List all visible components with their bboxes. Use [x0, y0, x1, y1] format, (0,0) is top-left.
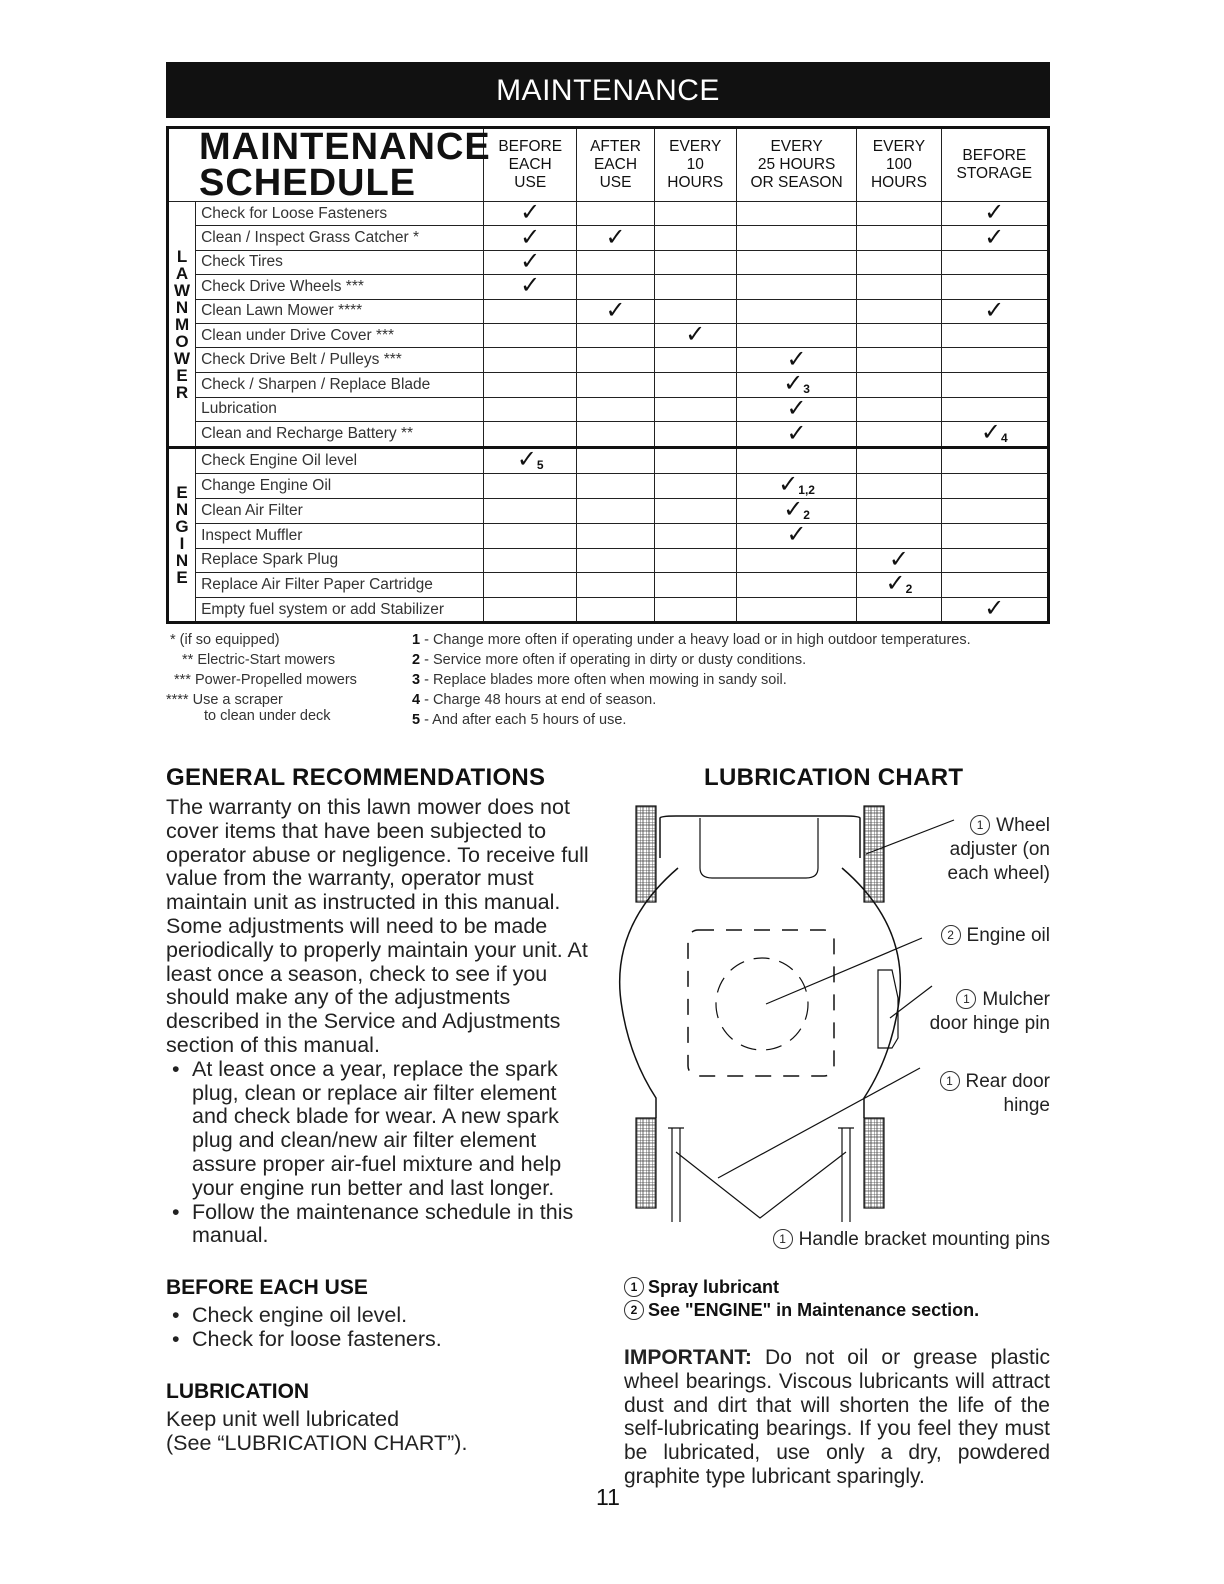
- schedule-cell: [654, 250, 736, 274]
- lubrication-line: (See “LUBRICATION CHART”).: [166, 1430, 468, 1455]
- column-header: EVERY 25 HOURS OR SEASON: [736, 128, 856, 202]
- general-recommendations-heading: GENERAL RECOMMENDATIONS: [166, 764, 546, 791]
- task-name: Check Engine Oil level: [196, 448, 484, 474]
- callout-1-icon: 1: [956, 989, 976, 1009]
- schedule-cell: [857, 299, 941, 323]
- footnote: to clean under deck: [204, 708, 331, 724]
- schedule-cell: [654, 499, 736, 524]
- schedule-cell: [857, 597, 941, 622]
- check-mark-icon: $✓_{1,2}$: [778, 470, 815, 499]
- schedule-cell: [736, 275, 856, 299]
- schedule-cell: [736, 572, 856, 597]
- schedule-cell: [654, 397, 736, 421]
- schedule-cell: [577, 348, 654, 372]
- task-name: Clean Lawn Mower ****: [196, 299, 484, 323]
- schedule-cell: [654, 474, 736, 499]
- table-row: [168, 572, 1049, 597]
- schedule-cell: [857, 422, 941, 448]
- task-name: Clean Air Filter: [196, 499, 484, 524]
- schedule-cell: [857, 250, 941, 274]
- schedule-cell: [484, 323, 577, 347]
- check-mark-icon: ✓: [520, 246, 541, 275]
- check-mark-icon: ✓: [520, 271, 541, 300]
- schedule-cell: [654, 572, 736, 597]
- table-row: [168, 299, 1049, 323]
- label-handle-bracket: 1 Handle bracket mounting pins: [740, 1228, 1050, 1252]
- schedule-cell: [654, 348, 736, 372]
- table-row: [168, 422, 1049, 448]
- schedule-cell: [941, 524, 1048, 548]
- list-item: • Check engine oil level.: [166, 1304, 592, 1328]
- table-row: [168, 524, 1049, 548]
- footnote: ** Electric-Start mowers: [182, 652, 336, 668]
- schedule-cell: [654, 372, 736, 397]
- task-name: Replace Air Filter Paper Cartridge: [196, 572, 484, 597]
- schedule-cell: [577, 499, 654, 524]
- schedule-cell: [484, 348, 577, 372]
- schedule-cell: [941, 250, 1048, 274]
- check-mark-icon: ✓: [520, 222, 541, 251]
- list-item: • At least once a year, replace the spark plug, clean or replace air filter element and check blade for wear. A new spark plug and clean/new air filter element assure proper air-fuel mixture and help your engine run better and last longer.: [166, 1058, 592, 1201]
- task-name: Clean and Recharge Battery **: [196, 422, 484, 448]
- table-row: [168, 323, 1049, 347]
- schedule-cell: [577, 397, 654, 421]
- label-mulcher-door: 1 Mulcher door hinge pin: [929, 989, 1050, 1034]
- schedule-cell: [484, 445, 577, 474]
- task-name: Check Drive Wheels ***: [196, 275, 484, 299]
- important-note: IMPORTANT: Do not oil or grease plastic wheel bearings. Viscous lubricants will attract dust and dirt that will shorten the life of the self-lubricating bearings. If you feel they must be lubricated, use only a dry, powdered graphite type lubricant sparingly.: [624, 1346, 1050, 1488]
- schedule-cell: [941, 548, 1048, 572]
- rear-right-wheel: [864, 1118, 884, 1208]
- general-recommendations-body: [166, 796, 592, 1248]
- rear-left-wheel: [636, 1118, 656, 1208]
- check-mark-icon: $✓_2$: [783, 495, 810, 524]
- table-row: [168, 474, 1049, 499]
- task-name: Check Tires: [196, 250, 484, 274]
- schedule-cell: [577, 572, 654, 597]
- check-mark-icon: ✓: [605, 295, 626, 324]
- footnote: 2 - Service more often if operating in dirty or dusty conditions.: [412, 652, 807, 668]
- front-left-wheel: [636, 806, 656, 902]
- task-name: Clean / Inspect Grass Catcher *: [196, 226, 484, 250]
- schedule-title: MAINTENANCE SCHEDULE: [168, 128, 484, 202]
- table-row: [168, 372, 1049, 397]
- lubrication-heading: LUBRICATION: [166, 1380, 310, 1403]
- schedule-cell: [736, 597, 856, 622]
- task-name: Change Engine Oil: [196, 474, 484, 499]
- schedule-cell: [577, 597, 654, 622]
- before-each-use-heading: BEFORE EACH USE: [166, 1276, 368, 1299]
- label-engine-oil: 2 Engine oil: [932, 924, 1050, 948]
- callout-2-icon: 2: [624, 1300, 644, 1320]
- check-mark-icon: ✓: [984, 295, 1005, 324]
- table-row: [168, 250, 1049, 274]
- schedule-cell: [654, 202, 736, 226]
- schedule-cell: [857, 202, 941, 226]
- task-name: Check / Sharpen / Replace Blade: [196, 372, 484, 397]
- schedule-cell: [941, 348, 1048, 372]
- column-header: BEFORE EACH USE: [484, 128, 577, 202]
- schedule-cell: [654, 320, 736, 349]
- schedule-cell: [484, 524, 577, 548]
- check-mark-icon: ✓: [786, 418, 807, 447]
- schedule-cell: [941, 448, 1048, 474]
- schedule-cell: [484, 397, 577, 421]
- callout-1-icon: 1: [940, 1071, 960, 1091]
- schedule-cell: [736, 226, 856, 250]
- table-row: [168, 226, 1049, 250]
- schedule-cell: [857, 499, 941, 524]
- schedule-cell: [941, 499, 1048, 524]
- schedule-cell: [577, 548, 654, 572]
- check-mark-icon: ✓: [786, 520, 807, 549]
- check-mark-icon: ✓: [786, 393, 807, 422]
- schedule-cell: [654, 524, 736, 548]
- schedule-cell: [577, 524, 654, 548]
- schedule-cell: [941, 474, 1048, 499]
- column-header: EVERY 100 HOURS: [857, 128, 941, 202]
- schedule-cell: [577, 222, 654, 251]
- schedule-cell: [736, 418, 856, 448]
- lubrication-body: [166, 1408, 592, 1456]
- schedule-cell: [736, 520, 856, 549]
- schedule-cell: [857, 568, 941, 597]
- schedule-cell: [577, 250, 654, 274]
- schedule-cell: [577, 372, 654, 397]
- check-mark-icon: ✓: [888, 544, 909, 573]
- lubrication-legend: 1 Spray lubricant 2 See "ENGINE" in Maintenance section.: [624, 1276, 979, 1322]
- footnote: **** Use a scraper: [166, 692, 283, 708]
- callout-2-icon: 2: [941, 925, 961, 945]
- schedule-cell: [654, 448, 736, 474]
- banner: MAINTENANCE: [166, 62, 1050, 118]
- schedule-cell: [484, 299, 577, 323]
- schedule-cell: [577, 295, 654, 324]
- task-name: Check for Loose Fasteners: [196, 202, 484, 226]
- check-mark-icon: ✓: [685, 320, 706, 349]
- general-paragraph: The warranty on this lawn mower does not cover items that have been subjected to operator abuse or negligence. To receive full value from the warranty, operator must maintain unit as instructed in this manual. Some adjustments will need to be made periodically to properly maintain your unit. At least once a season, check to see if you should make any of the adjustments described in the Service and Adjustments section of this manual.: [166, 795, 589, 1057]
- schedule-cell: [857, 372, 941, 397]
- task-name: Clean under Drive Cover ***: [196, 323, 484, 347]
- footnotes-numbered: [412, 630, 971, 730]
- callout-1-icon: 1: [773, 1229, 793, 1249]
- check-mark-icon: ✓: [984, 594, 1005, 623]
- footnotes-symbols: [166, 630, 357, 726]
- check-mark-icon: $✓_2$: [885, 568, 913, 597]
- check-mark-icon: $✓_5$: [516, 445, 544, 474]
- schedule-cell: [484, 548, 577, 572]
- schedule-cell: [941, 323, 1048, 347]
- schedule-cell: [484, 597, 577, 622]
- list-item: • Check for loose fasteners.: [166, 1328, 592, 1352]
- schedule-cell: [654, 422, 736, 448]
- table-row: [168, 548, 1049, 572]
- footnote: *** Power-Propelled mowers: [174, 672, 357, 688]
- schedule-cell: [577, 474, 654, 499]
- footnote: 3 - Replace blades more often when mowing in sandy soil.: [412, 672, 787, 688]
- task-name: Empty fuel system or add Stabilizer: [196, 597, 484, 622]
- callout-1-icon: 1: [970, 815, 990, 835]
- footnote: 1 - Change more often if operating under a heavy load or in high outdoor temperatures.: [412, 632, 971, 648]
- label-wheel-adjuster: 1 Wheel adjuster (on each wheel): [947, 815, 1050, 884]
- column-header: BEFORE STORAGE: [941, 128, 1048, 202]
- footnote: 5 - And after each 5 hours of use.: [412, 712, 627, 728]
- footnote: * (if so equipped): [170, 632, 280, 648]
- schedule-cell: [941, 222, 1048, 251]
- column-header: AFTER EACH USE: [577, 128, 654, 202]
- callout-1-icon: 1: [624, 1277, 644, 1297]
- check-mark-icon: ✓: [984, 222, 1005, 251]
- schedule-cell: [941, 594, 1048, 623]
- general-bullets: [166, 1058, 592, 1248]
- schedule-cell: [857, 226, 941, 250]
- schedule-cell: [941, 372, 1048, 397]
- schedule-cell: [857, 348, 941, 372]
- schedule-cell: [484, 271, 577, 300]
- check-mark-icon: ✓: [984, 198, 1005, 227]
- footnote: 4 - Charge 48 hours at end of season.: [412, 692, 657, 708]
- lubrication-line: Keep unit well lubricated: [166, 1407, 400, 1431]
- table-row: [168, 448, 1049, 474]
- schedule-cell: [484, 422, 577, 448]
- table-row: [168, 397, 1049, 421]
- schedule-cell: [736, 299, 856, 323]
- task-name: Inspect Muffler: [196, 524, 484, 548]
- check-mark-icon: $✓_4$: [980, 418, 1008, 447]
- schedule-cell: [857, 397, 941, 421]
- schedule-cell: [857, 275, 941, 299]
- schedule-cell: [484, 572, 577, 597]
- list-item: • Follow the maintenance schedule in this manual.: [166, 1201, 592, 1249]
- task-name: Check Drive Belt / Pulleys ***: [196, 348, 484, 372]
- schedule-cell: [941, 295, 1048, 324]
- schedule-cell: [736, 250, 856, 274]
- schedule-cell: [857, 448, 941, 474]
- schedule-cell: [857, 323, 941, 347]
- group-label: L A W N M O W E R: [168, 202, 196, 448]
- column-header: EVERY 10 HOURS: [654, 128, 736, 202]
- schedule-cell: [654, 226, 736, 250]
- check-mark-icon: ✓: [605, 222, 626, 251]
- check-mark-icon: $✓_3$: [783, 368, 810, 397]
- check-mark-icon: ✓: [520, 198, 541, 227]
- schedule-cell: [654, 275, 736, 299]
- task-name: Replace Spark Plug: [196, 548, 484, 572]
- schedule-cell: [654, 548, 736, 572]
- schedule-cell: [577, 422, 654, 448]
- schedule-cell: [577, 448, 654, 474]
- maintenance-schedule-table: [166, 126, 1050, 624]
- schedule-cell: [484, 474, 577, 499]
- page-number: 11: [596, 1484, 620, 1510]
- before-each-use-body: [166, 1304, 592, 1352]
- lubrication-chart-heading: LUBRICATION CHART: [704, 764, 964, 791]
- label-rear-door: 1 Rear door hinge: [920, 1070, 1050, 1118]
- table-row: [168, 597, 1049, 622]
- table-row: [168, 348, 1049, 372]
- schedule-cell: [736, 548, 856, 572]
- schedule-cell: [654, 597, 736, 622]
- schedule-cell: [577, 323, 654, 347]
- task-name: Lubrication: [196, 397, 484, 421]
- schedule-cell: [941, 418, 1048, 448]
- table-row: [168, 499, 1049, 524]
- schedule-cell: [484, 499, 577, 524]
- schedule-cell: [736, 202, 856, 226]
- check-mark-icon: ✓: [786, 344, 807, 373]
- schedule-cell: [484, 372, 577, 397]
- schedule-cell: [857, 474, 941, 499]
- group-label: E N G I N E: [168, 448, 196, 623]
